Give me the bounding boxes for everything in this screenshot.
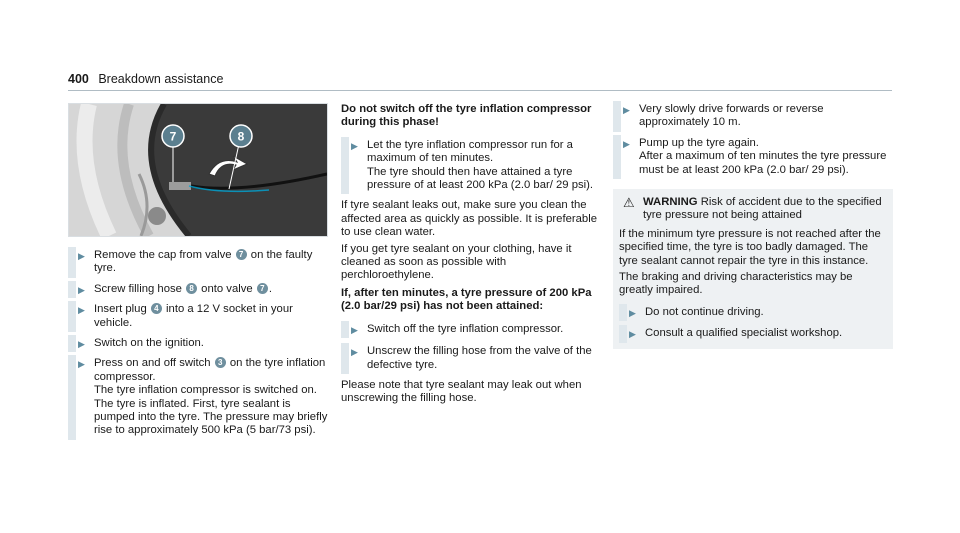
plug-badge: 4 xyxy=(151,303,162,314)
column-3 xyxy=(613,103,893,349)
callout-7: 7 xyxy=(169,129,177,144)
step-arrow-icon: ▶ xyxy=(351,347,358,358)
step-switch-off: ▶ Switch off the tyre inflation compressor. xyxy=(341,323,597,336)
hose-badge: 8 xyxy=(186,283,197,294)
clothing-note: If you get tyre sealant on your clothing, have it cleaned as soon as possible with perchloroethylene. xyxy=(341,242,572,282)
callout-8: 8 xyxy=(237,129,245,144)
step-pump-again: ▶ Pump up the tyre again. After a maximum of ten minutes the tyre pressure must be at least 200 kPa (2.0 bar/ 29 psi). xyxy=(613,137,893,177)
page-header xyxy=(68,72,223,86)
step-press-switch: ▶ Press on and off switch 3 on the tyre inflation compressor. The tyre inflation compressor is switched on. The tyre is inflated. First, tyre sealant is pumped into the tyre. The pressure may briefly rise to approximately 500 kPa (5 bar/73 psi). xyxy=(68,357,330,437)
section-title: Breakdown assistance xyxy=(98,72,224,86)
page-number: 400 xyxy=(68,72,89,86)
warning-title: WARNING xyxy=(643,196,698,209)
step-do-not-drive: ▶ Do not continue driving. xyxy=(619,306,887,319)
phase-heading: Do not switch off the tyre inflation compressor during this phase! xyxy=(341,103,592,129)
step-ignition: ▶ Switch on the ignition. xyxy=(68,337,330,350)
step-arrow-icon: ▶ xyxy=(78,251,85,261)
step-arrow-icon: ▶ xyxy=(629,329,636,340)
unscrew-note: Please note that tyre sealant may leak out when unscrewing the filling hose. xyxy=(341,378,582,405)
tyre-illustration xyxy=(69,104,327,236)
warning-triangle-icon: ⚠ xyxy=(623,195,635,211)
step-arrow-icon: ▶ xyxy=(351,324,358,335)
pressure-heading: If, after ten minutes, a tyre pressure of 200 kPa (2.0 bar/29 psi) has not been attained: xyxy=(341,286,592,313)
tyre-valve-photo xyxy=(68,103,328,237)
step-screw-hose: ▶ Screw filling hose 8 onto valve 7 . xyxy=(68,283,330,296)
valve-badge: 7 xyxy=(236,249,247,260)
sealant-leak-note: If tyre sealant leaks out, make sure you clean the affected area as quickly as possible. It is preferable to use clean water. xyxy=(341,199,597,239)
switch-badge: 3 xyxy=(215,357,226,368)
valve-badge: 7 xyxy=(257,283,268,294)
step-arrow-icon: ▶ xyxy=(78,305,85,316)
warning-summary: Risk of accident due to the specified tyre pressure not being attained xyxy=(643,196,882,222)
step-drive-slowly: ▶ Very slowly drive forwards or reverse approximately 10 m. xyxy=(613,103,893,130)
warning-body xyxy=(619,228,887,341)
step-arrow-icon: ▶ xyxy=(623,105,630,115)
step-insert-plug: ▶ Insert plug 4 into a 12 V socket in your vehicle. xyxy=(68,303,330,330)
step-arrow-icon: ▶ xyxy=(78,284,85,295)
step-arrow-icon: ▶ xyxy=(78,359,85,370)
header-rule xyxy=(68,90,892,91)
step-arrow-icon: ▶ xyxy=(351,140,358,151)
warning-damage-text: If the minimum tyre pressure is not reached after the specified time, the tyre is too badly damaged. The tyre sealant cannot repair the tyre in this instance. xyxy=(619,227,881,267)
warning-box xyxy=(613,189,893,349)
warning-header xyxy=(619,196,887,223)
step-run-compressor: ▶ Let the tyre inflation compressor run for a maximum of ten minutes. The tyre should then have attained a tyre pressure of at least 200 kPa (2.0 bar/ 29 psi). xyxy=(341,139,597,193)
column-1 xyxy=(68,103,330,445)
step-remove-cap: ▶ Remove the cap from valve 7 on the faulty tyre. xyxy=(68,249,330,276)
step-arrow-icon: ▶ xyxy=(629,307,636,318)
step-unscrew-hose: ▶ Unscrew the filling hose from the valve of the defective tyre. xyxy=(341,345,597,372)
step-arrow-icon: ▶ xyxy=(623,138,630,149)
step-arrow-icon: ▶ xyxy=(78,339,85,350)
step-consult-workshop: ▶ Consult a qualified specialist workshop. xyxy=(619,327,887,340)
warning-braking-text: The braking and driving characteristics may be greatly impaired. xyxy=(619,271,853,297)
column-2 xyxy=(341,103,597,409)
